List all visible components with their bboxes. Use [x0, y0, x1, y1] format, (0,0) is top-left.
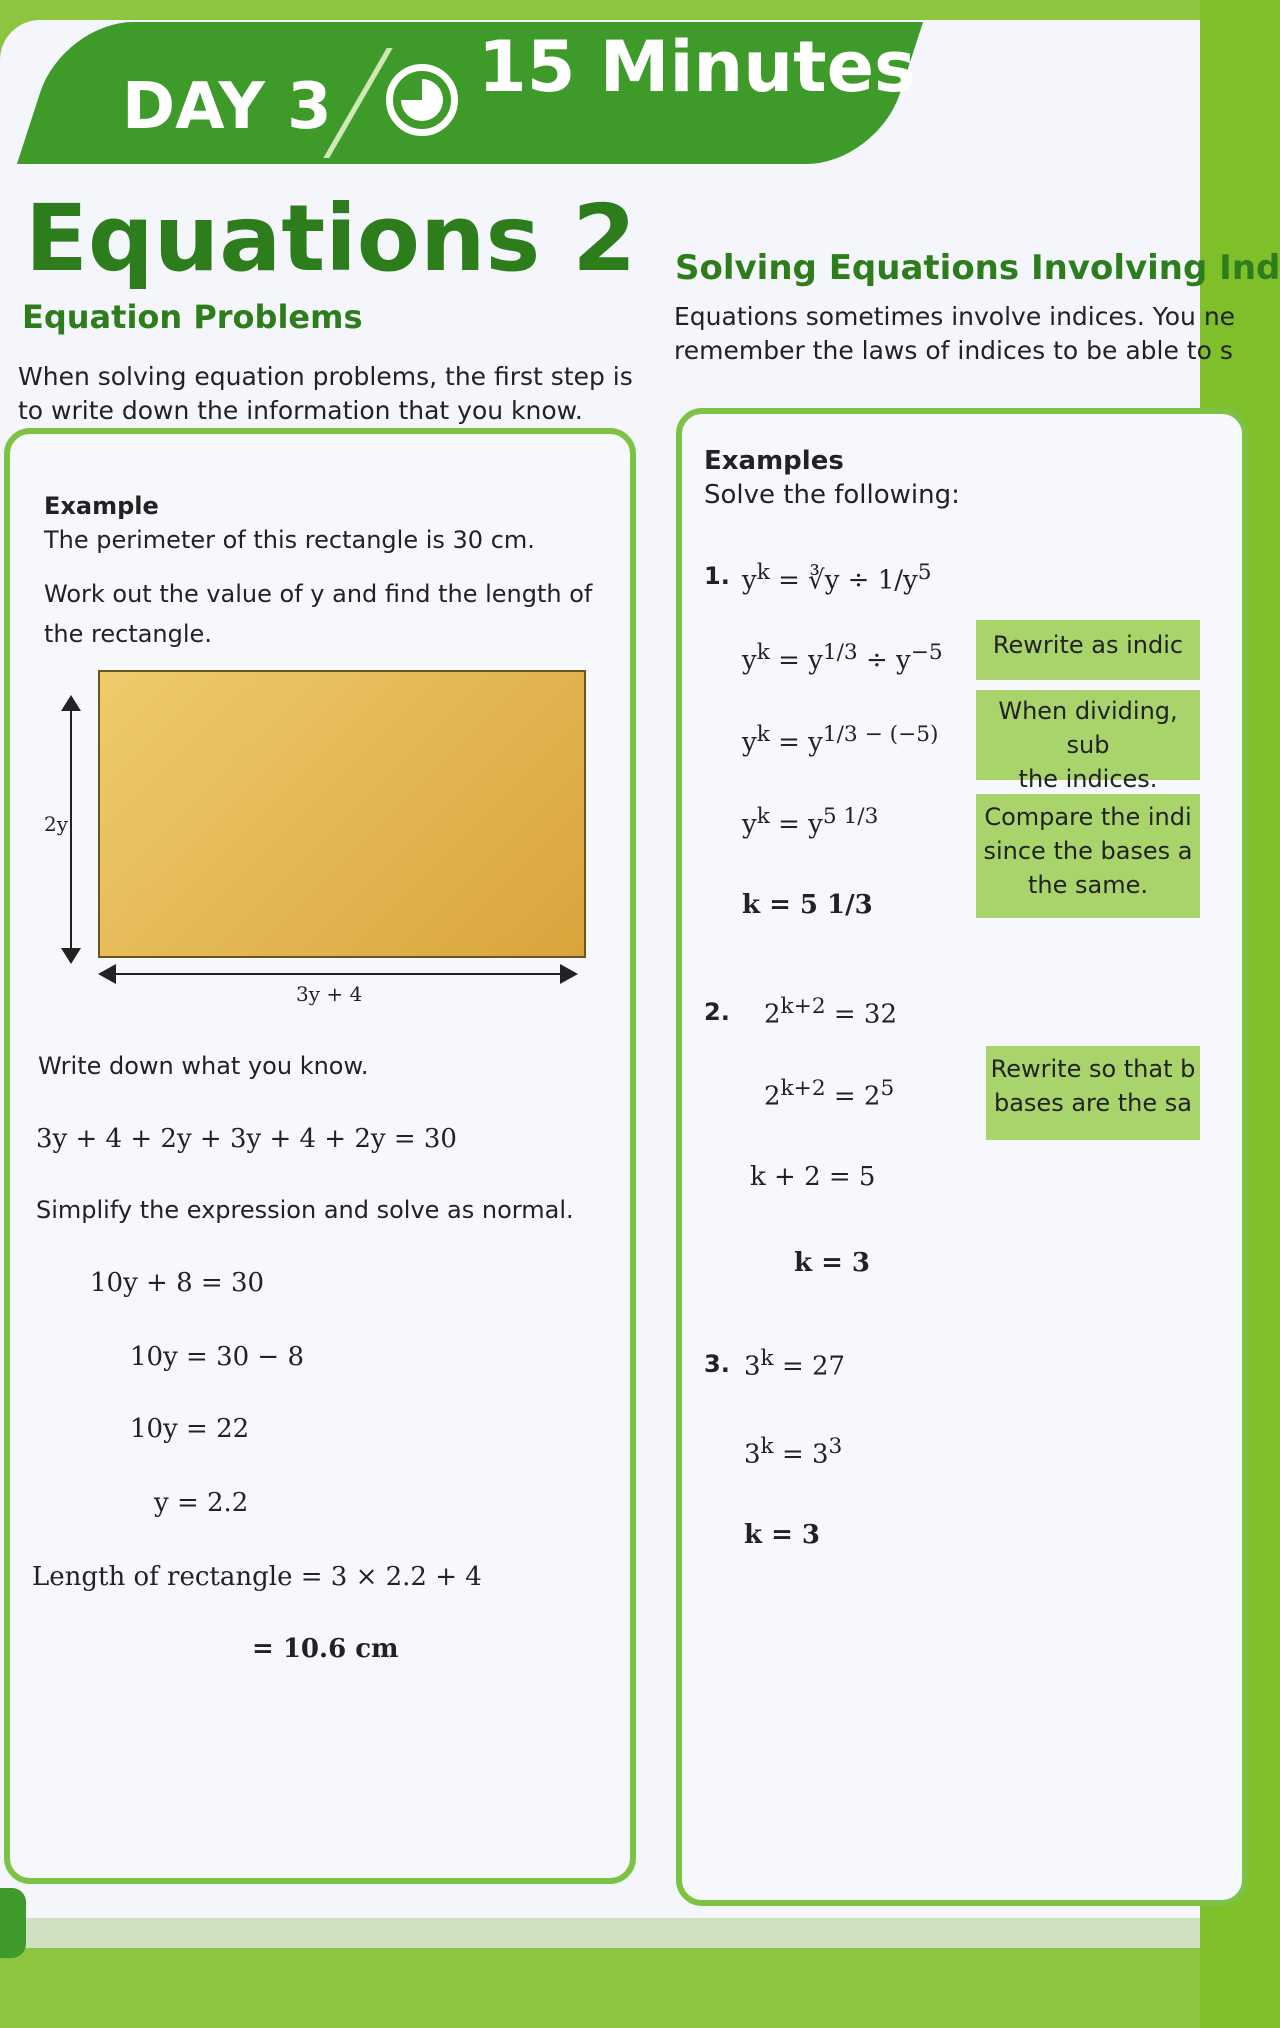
eq-term: y [742, 727, 757, 758]
intro-right-line2: remember the laws of indices to be able to s [674, 336, 1233, 365]
eq-exp: 5 [917, 560, 932, 585]
example-label: Example [44, 492, 159, 520]
eq-exp: k [756, 560, 770, 585]
note-dividing [976, 690, 1200, 793]
step-4: y = 2.2 [154, 1488, 249, 1518]
eq-term: = 27 [781, 1351, 846, 1382]
example-3-equation [744, 1346, 845, 1382]
eq-exp: k [760, 1434, 774, 1459]
width-arrow [114, 973, 560, 975]
eq-exp: k+2 [780, 994, 826, 1019]
simplify-text: Simplify the expression and solve as normal. [36, 1196, 574, 1224]
eq-term: y [742, 809, 757, 840]
note-line: since the bases a [983, 837, 1193, 865]
note-line: Rewrite so that b [990, 1055, 1196, 1083]
eq-term: 3 [744, 1439, 761, 1470]
eq-term: = 2 [833, 1081, 881, 1112]
bottom-label: 3y + 4 [296, 982, 363, 1006]
example-2-equation [764, 994, 897, 1030]
note-compare [976, 794, 1200, 918]
step-2: 10y = 30 − 8 [130, 1342, 305, 1372]
note-rewrite-indices: Rewrite as indic [976, 620, 1200, 680]
eq-term: 2 [764, 1081, 781, 1112]
example-1-number: 1. [704, 562, 730, 590]
minutes-label: 15 Minutes [478, 26, 916, 108]
intro-text-right [674, 300, 1236, 368]
rectangle-diagram [98, 670, 586, 958]
perimeter-equation: 3y + 4 + 2y + 3y + 4 + 2y = 30 [36, 1124, 457, 1154]
eq-term: y [742, 565, 757, 596]
result-line: = 10.6 cm [252, 1634, 399, 1664]
eq-term: = y [778, 645, 823, 676]
height-arrow [70, 700, 72, 950]
eq-term: 3 [744, 1351, 761, 1382]
eq-exp: 5 [880, 1076, 895, 1101]
eq-term: = y [778, 727, 823, 758]
length-line: Length of rectangle = 3 × 2.2 + 4 [32, 1562, 482, 1592]
example-1-step-2 [742, 722, 938, 758]
note-line: bases are the sa [993, 1089, 1192, 1117]
example-1-answer: k = 5 1/3 [742, 890, 873, 920]
bottom-band [0, 1948, 1200, 2028]
eq-term: = 3 [781, 1439, 829, 1470]
example-1-step-3 [742, 804, 878, 840]
note-line: When dividing, sub [998, 697, 1178, 759]
side-label: 2y [44, 812, 69, 836]
clock-icon [386, 64, 458, 136]
arrow-right-icon [560, 964, 578, 984]
example-3-step-1 [744, 1434, 842, 1470]
eq-exp: k [760, 1346, 774, 1371]
intro-right-line1: Equations sometimes involve indices. You ne [674, 302, 1236, 331]
intro-text-left: When solving equation problems, the first step is to write down the information that you know. [18, 362, 633, 425]
page-title: Equations 2 [25, 185, 637, 292]
eq-term: y [742, 645, 757, 676]
example-1-step-1 [742, 640, 943, 676]
section-heading-indices: Solving Equations Involving Ind [675, 248, 1280, 288]
arrow-up-icon [61, 695, 81, 711]
eq-exp: k+2 [780, 1076, 826, 1101]
eq-exp: k [756, 804, 770, 829]
example-2-step-2: k + 2 = 5 [750, 1162, 876, 1192]
eq-exp: 1/3 [822, 640, 858, 665]
note-line: the indices. [1018, 765, 1158, 793]
arrow-down-icon [61, 948, 81, 964]
eq-exp: k [756, 722, 770, 747]
example-2-step-1 [764, 1076, 894, 1112]
example-1-equation [742, 560, 932, 596]
arrow-left-icon [98, 964, 116, 984]
step-1: 10y + 8 = 30 [90, 1268, 265, 1298]
example-line1: The perimeter of this rectangle is 30 cm. [44, 526, 535, 554]
day-label: DAY 3 [122, 70, 332, 144]
eq-exp: k [756, 640, 770, 665]
eq-exp: 1/3 − (−5) [822, 722, 939, 747]
write-down-text: Write down what you know. [38, 1052, 369, 1080]
eq-exp: 5 1/3 [822, 804, 879, 829]
note-line: Compare the indi [984, 803, 1192, 831]
page-tab [0, 1888, 26, 1958]
examples-label: Examples [704, 446, 844, 476]
note-rewrite-bases [986, 1046, 1200, 1140]
example-3-answer: k = 3 [744, 1520, 820, 1550]
section-heading-equation-problems: Equation Problems [22, 298, 363, 336]
eq-term: = y [778, 809, 823, 840]
eq-term: 2 [764, 999, 781, 1030]
eq-exp: 3 [828, 1434, 843, 1459]
eq-term: ÷ y [865, 645, 911, 676]
eq-term: = ∛y ÷ 1/y [778, 565, 918, 596]
step-3: 10y = 22 [130, 1414, 250, 1444]
solve-following: Solve the following: [704, 480, 960, 510]
example-2-number: 2. [704, 998, 730, 1026]
bottom-shadow [0, 1918, 1200, 1948]
eq-term: = 32 [833, 999, 897, 1030]
example-line2: Work out the value of y and find the length of [44, 580, 593, 608]
example-line3: the rectangle. [44, 620, 212, 648]
example-2-answer: k = 3 [794, 1248, 870, 1278]
example-3-number: 3. [704, 1350, 730, 1378]
eq-exp: −5 [910, 640, 943, 665]
note-line: the same. [1028, 871, 1148, 899]
